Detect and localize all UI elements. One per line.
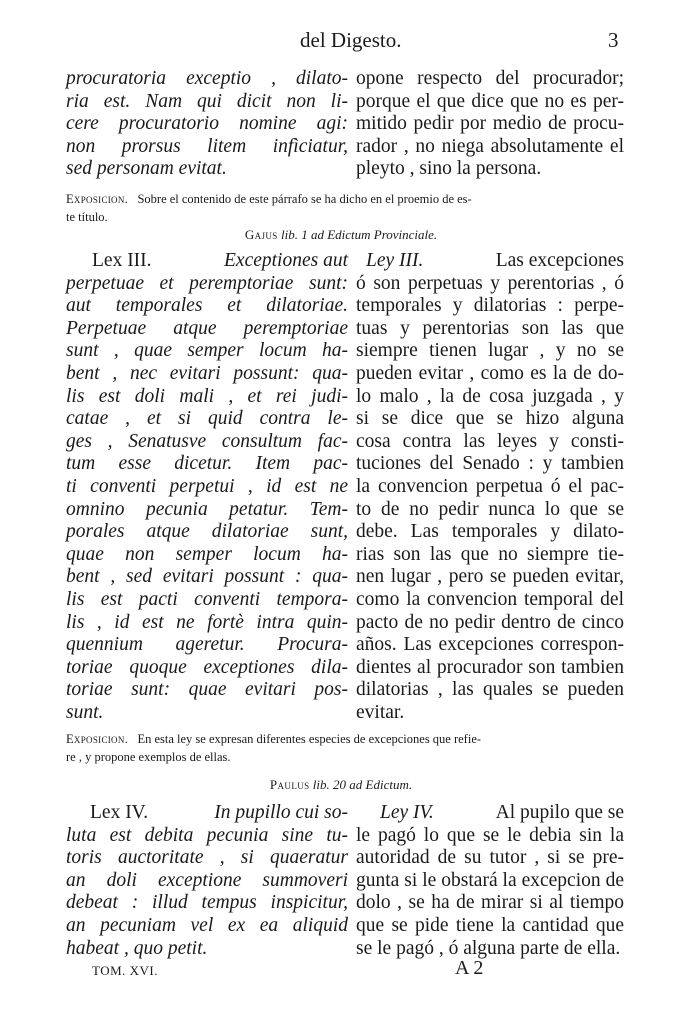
spanish-line: porque el que dice que no es per- — [356, 90, 624, 112]
spanish-line: Las excepciones — [495, 250, 624, 271]
spanish-line: mitido pedir por medio de procu- — [356, 113, 624, 135]
latin-line: bent , sed evitari possunt : qua- — [66, 566, 348, 588]
lex3-latin-column — [66, 250, 348, 724]
signature-mark: A 2 — [455, 957, 484, 979]
latin-line: Perpetuae atque peremptoriae — [66, 317, 348, 339]
source-citation-1 — [0, 227, 682, 243]
latin-line: catae , et si quid contra le- — [66, 408, 348, 430]
latin-line: aut temporales et dilatoriae. — [66, 295, 348, 317]
latin-line: ti conventi perpetui , id est ne — [66, 475, 348, 497]
source-reference: lib. 1 ad Edictum Provinciale. — [280, 227, 438, 242]
spanish-line: pueden evitar , como es la de do- — [356, 362, 624, 384]
page-header — [0, 28, 682, 62]
latin-line: quae non semper locum ha- — [66, 543, 348, 565]
latin-line: perpetuae et peremptoriae sunt: — [66, 272, 348, 294]
latin-line: habeat , quo petit. — [66, 937, 208, 959]
exposicion-text: En esta ley se expresan diferentes especies de excepciones que refie- — [137, 732, 482, 746]
spanish-line: la convencion perpetua ó el pac- — [356, 475, 624, 497]
spanish-line: le pagó lo que se le debia sin la — [356, 824, 624, 846]
latin-line: lis est doli mali , et rei judi- — [66, 385, 348, 407]
latin-line: lis , id est ne fortè intra quin- — [66, 611, 348, 633]
latin-line: toriae sunt: quae evitari pos- — [66, 679, 348, 701]
latin-line: non prorsus litem infìciatur, — [66, 135, 348, 157]
latin-line: cere procuratorio nomine agi: — [66, 113, 348, 135]
spanish-line: nen lugar , pero se pueden evitar, — [356, 566, 624, 588]
latin-line: an doli exceptione summoveri — [66, 869, 348, 891]
spanish-line: ó son perpetuas y perentorias , ó — [356, 272, 624, 294]
page-number: 3 — [608, 28, 619, 52]
latin-line: sed personam evitat. — [66, 158, 227, 180]
lex4-spanish-label: Ley IV. — [380, 802, 434, 823]
spanish-line: rador , no niega absolutamente el — [356, 135, 624, 157]
spanish-line: autoridad de su tutor , si se pre- — [356, 847, 624, 869]
source-author: Gajus — [244, 227, 278, 242]
latin-line: ria est. Nam qui dicit non li- — [66, 90, 348, 112]
latin-line: toris auctoritate , si quaeratur — [66, 847, 348, 869]
exposicion-text: re , y propone exemplos de ellas. — [66, 750, 231, 764]
exposicion-text: te título. — [66, 210, 108, 224]
spanish-line: debe. Las temporales y dilato- — [356, 521, 624, 543]
latin-line: porales atque dilatoriae sunt, — [66, 521, 348, 543]
latin-line: bent , nec evitari possunt: qua- — [66, 362, 348, 384]
latin-line: an pecuniam vel ex ea aliquid — [66, 914, 348, 936]
spanish-line: opone respecto del procurador; — [356, 68, 624, 89]
spanish-line: dilatorias , las quales se pueden — [356, 679, 624, 701]
spanish-line: tuciones del Senado : y tambien — [356, 453, 624, 475]
exposicion-note-1 — [66, 190, 626, 226]
latin-line: omnino pecunia petatur. Tem- — [66, 498, 348, 520]
spanish-line: cosa contra las leyes y consti- — [356, 430, 624, 452]
spanish-line: dolo , se ha de mirar si al tiempo — [356, 892, 624, 914]
lex4-latin-column — [66, 802, 348, 960]
latin-line: toriae quoque exceptiones dila- — [66, 656, 348, 678]
spanish-line: temporales y dilatorias : perpe- — [356, 295, 624, 317]
latin-line: luta est debita pecunia sine tu- — [66, 824, 348, 846]
latin-line: debeat : illud tempus inspicitur, — [66, 892, 348, 914]
spanish-line: pacto de no pedir dentro de cinco — [356, 611, 624, 633]
latin-line: quennium ageretur. Procura- — [66, 634, 348, 656]
source-author: Paulus — [269, 777, 310, 792]
lex3-spanish-label: Ley III. — [366, 250, 424, 271]
latin-line: In pupillo cui so- — [214, 802, 348, 823]
exposicion-text: Sobre el contenido de este párrafo se ha dicho en el proemio de es- — [137, 192, 472, 206]
spanish-line: to de no pedir nunca lo que se — [356, 498, 624, 520]
latin-line: Exceptiones aut — [224, 250, 348, 271]
lex4-latin-label: Lex IV. — [90, 802, 149, 823]
latin-line: procuratoria exceptio , dilato- — [66, 68, 348, 89]
latin-line: lis est pacti conventi tempora- — [66, 588, 348, 610]
spanish-line: Al pupilo que se — [495, 802, 624, 823]
latin-line: sunt , quae semper locum ha- — [66, 340, 348, 362]
source-reference: lib. 20 ad Edictum. — [312, 777, 413, 792]
spanish-line: rias son las que no siempre tie- — [356, 543, 624, 565]
latin-line: ges , Senatusve consultum fac- — [66, 430, 348, 452]
latin-line: sunt. — [66, 701, 104, 723]
lex3-latin-label: Lex III. — [92, 250, 152, 271]
spanish-line: gunta si le obstará la excepcion de — [356, 869, 624, 891]
lex3-spanish-column — [356, 250, 624, 724]
latin-line: tum esse dicetur. Item pac- — [66, 453, 348, 475]
spanish-line: lo malo , la de cosa juzgada , y — [356, 385, 624, 407]
spanish-line: como la convencion temporal del — [356, 588, 624, 610]
spanish-line: dientes al procurador son tambien — [356, 656, 624, 678]
exposicion-label: Exposicion. — [66, 732, 129, 746]
volume-indicator: TOM. XVI. — [92, 963, 159, 978]
spanish-line: tuas y perentorias son las que — [356, 317, 624, 339]
block1-latin-column — [66, 68, 348, 181]
spanish-line: siempre tienen lugar , y no se — [356, 340, 624, 362]
source-citation-2 — [0, 777, 682, 793]
block1-spanish-column — [356, 68, 624, 181]
lex4-spanish-column — [356, 802, 624, 960]
spanish-line: si se dice que se hizo alguna — [356, 408, 624, 430]
spanish-line: pleyto , sino la persona. — [356, 158, 542, 180]
spanish-line: que se pide tiene la cantidad que — [356, 914, 624, 936]
spanish-line: evitar. — [356, 701, 405, 723]
spanish-line: años. Las excepciones correspon- — [356, 634, 624, 656]
spanish-line: se le pagó , ó alguna parte de ella. — [356, 937, 621, 959]
running-title: del Digesto. — [300, 28, 402, 52]
exposicion-note-2 — [66, 730, 626, 766]
exposicion-label: Exposicion. — [66, 192, 129, 206]
